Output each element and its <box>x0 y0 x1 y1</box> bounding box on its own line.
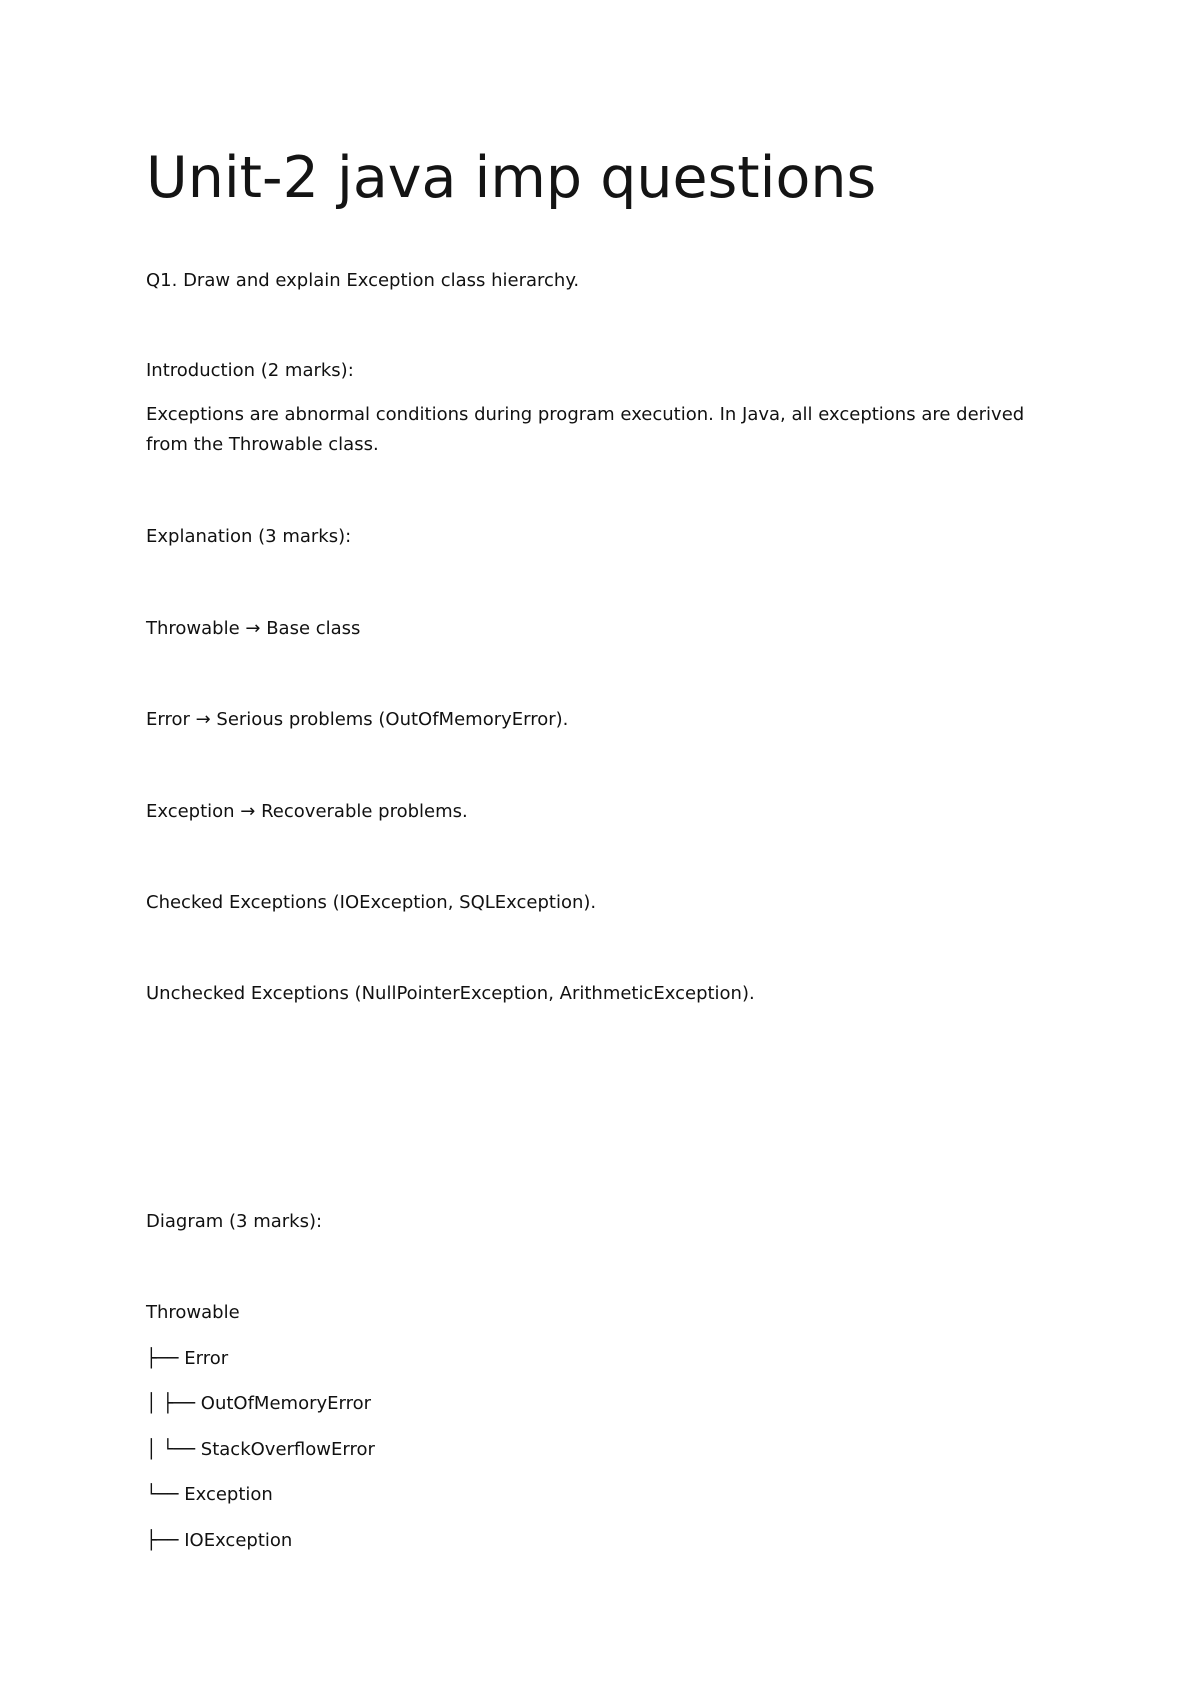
diagram-line: │ └── StackOverflowError <box>146 1439 375 1460</box>
explanation-item: Throwable → Base class <box>146 618 361 639</box>
introduction-heading: Introduction (2 marks): <box>146 360 354 381</box>
explanation-heading: Explanation (3 marks): <box>146 526 352 547</box>
explanation-item: Checked Exceptions (IOException, SQLException). <box>146 892 597 913</box>
explanation-item: Unchecked Exceptions (NullPointerException, ArithmeticException). <box>146 983 755 1004</box>
diagram-line: │ ├── OutOfMemoryError <box>146 1393 372 1414</box>
diagram-line: ├── IOException <box>146 1530 293 1551</box>
diagram-line: ├── Error <box>146 1348 229 1369</box>
explanation-item: Error → Serious problems (OutOfMemoryError). <box>146 709 569 730</box>
diagram-heading: Diagram (3 marks): <box>146 1211 323 1232</box>
explanation-item: Exception → Recoverable problems. <box>146 801 468 822</box>
document-title: Unit-2 java imp questions <box>146 145 877 211</box>
diagram-line: └── Exception <box>146 1484 273 1505</box>
question-text: Q1. Draw and explain Exception class hierarchy. <box>146 270 580 291</box>
introduction-paragraph: Exceptions are abnormal conditions during program execution. In Java, all exceptions are derived from the Throwable class. <box>146 404 1025 455</box>
diagram-line: Throwable <box>146 1302 240 1323</box>
